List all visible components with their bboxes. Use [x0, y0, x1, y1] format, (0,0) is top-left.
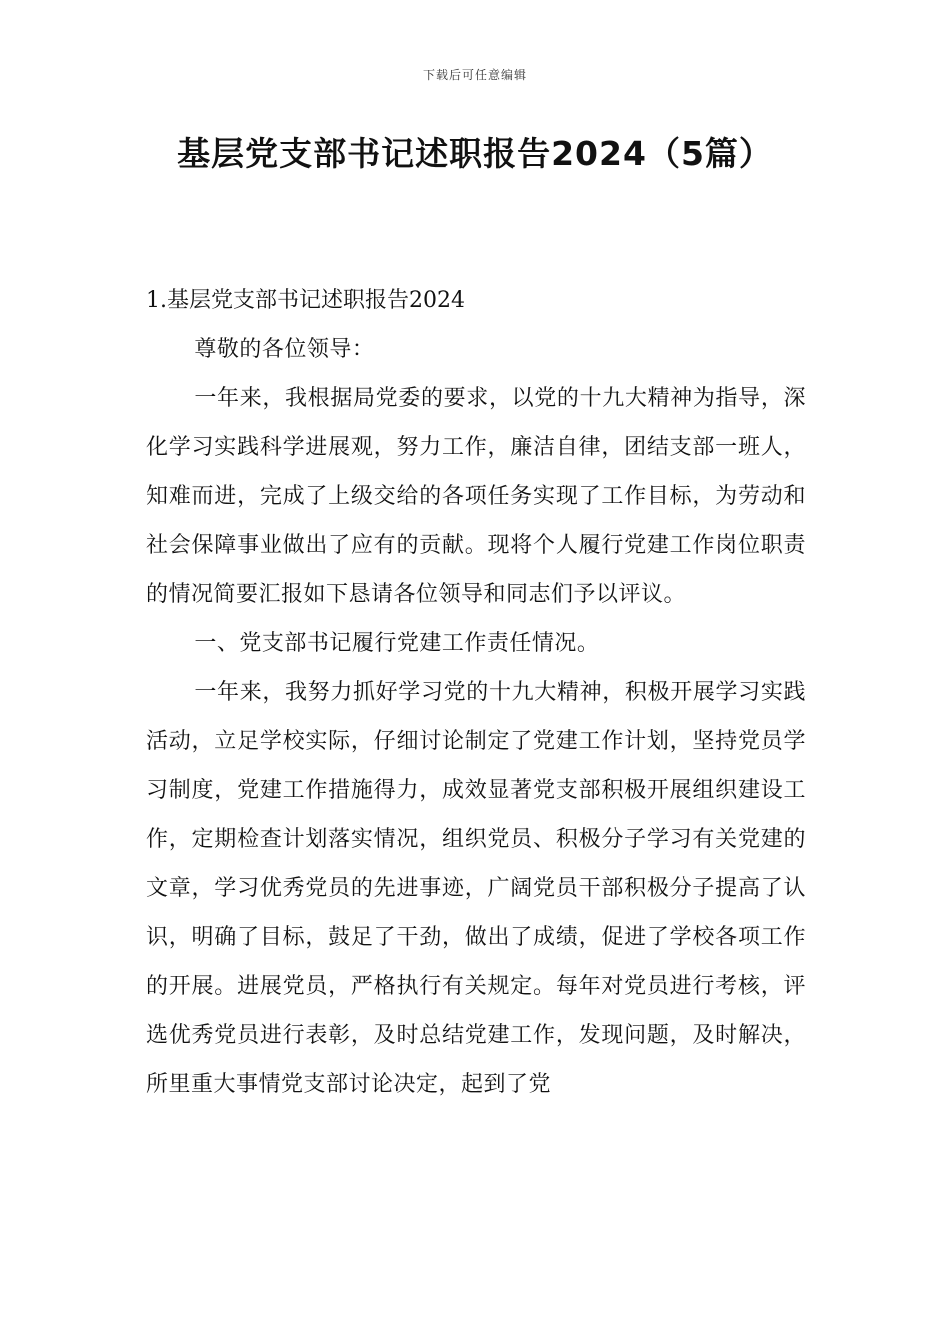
page-header-note: 下载后可任意编辑	[422, 68, 527, 82]
salutation-paragraph: 尊敬的各位领导：	[194, 337, 375, 362]
document-body	[146, 276, 806, 1109]
subsection-heading-paragraph: 一、党支部书记履行党建工作责任情况。	[194, 631, 600, 656]
document-title: 基层党支部书记述职报告2024（5篇）	[177, 134, 773, 173]
body-paragraph: 一年来，我努力抓好学习党的十九大精神，积极开展学习实践活动，立足学校实际，仔细讨论制定了党建工作计划，坚持党员学习制度，党建工作措施得力，成效显著党支部积极开展组织建设工作，定期检查计划落实情况，组织党员、积极分子学习有关党建的文章，学习优秀党员的先进事迹，广阔党员干部积极分子提高了认识，明确了目标，鼓足了干劲，做出了成绩，促进了学校各项工作的开展。进展党员，严格执行有关规定。每年对党员进行考核，评选优秀党员进行表彰，及时总结党建工作，发现问题，及时解决，所里重大事情党支部讨论决定，起到了党	[146, 680, 806, 1097]
section-heading: 1.基层党支部书记述职报告2024	[146, 288, 465, 313]
body-paragraph: 一年来，我根据局党委的要求，以党的十九大精神为指导，深化学习实践科学进展观，努力工作，廉洁自律，团结支部一班人，知难而进，完成了上级交给的各项任务实现了工作目标，为劳动和社会保障事业做出了应有的贡献。现将个人履行党建工作岗位职责的情况简要汇报如下恳请各位领导和同志们予以评议。	[146, 386, 806, 607]
